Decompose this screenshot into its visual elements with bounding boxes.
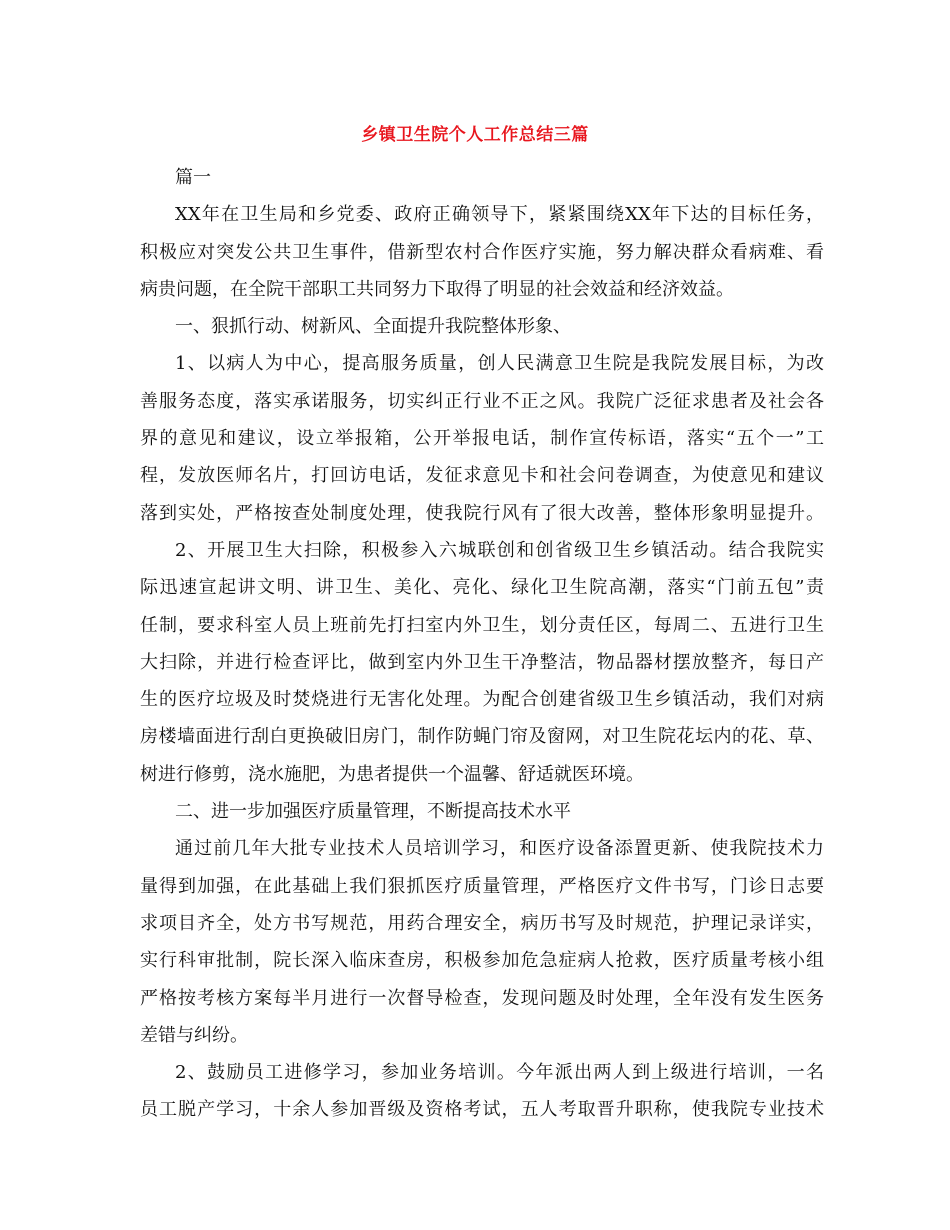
document-line: 实行科审批制，院长深入临床查房，积极参加危急症病人抢救，医疗质量考核小组 — [140, 950, 824, 972]
document-line: 任制，要求科室人员上班前先打扫室内外卫生，划分责任区，每周二、五进行卫生 — [140, 614, 824, 636]
document-title: 乡镇卫生院个人工作总结三篇 — [361, 125, 589, 145]
document-line: 落到实处，严格按查处制度处理，使我院行风有了很大改善，整体形象明显提升。 — [140, 502, 824, 524]
document-line: 求项目齐全，处方书写规范，用药合理安全，病历书写及时规范，护理记录详实， — [140, 912, 824, 934]
document-line: 2、开展卫生大扫除，积极参入六城联创和创省级卫生乡镇活动。结合我院实 — [175, 539, 824, 561]
document-line: 严格按考核方案每半月进行一次督导检查，发现问题及时处理，全年没有发生医务 — [140, 987, 824, 1009]
document-line: XX年在卫生局和乡党委、政府正确领导下，紧紧围绕XX年下达的目标任务， — [175, 204, 824, 226]
document-line: 一、狠抓行动、树新风、全面提升我院整体形象、 — [175, 316, 571, 338]
document-line: 1、以病人为中心，提高服务质量，创人民满意卫生院是我院发展目标，为改 — [175, 353, 824, 375]
document-line: 量得到加强，在此基础上我们狠抓医疗质量管理，严格医疗文件书写，门诊日志要 — [140, 875, 824, 897]
document-line: 积极应对突发公共卫生事件，借新型农村合作医疗实施，努力解决群众看病难、看 — [140, 241, 824, 263]
document-line: 生的医疗垃圾及时焚烧进行无害化处理。为配合创建省级卫生乡镇活动，我们对病 — [140, 689, 824, 711]
document-line: 善服务态度，落实承诺服务，切实纠正行业不正之风。我院广泛征求患者及社会各 — [140, 390, 824, 412]
document-line: 程，发放医师名片，打回访电话，发征求意见卡和社会问卷调查，为使意见和建议 — [140, 465, 824, 487]
document-line: 差错与纠纷。 — [140, 1024, 248, 1046]
document-body — [140, 159, 824, 1129]
document-line: 病贵问题，在全院干部职工共同努力下取得了明显的社会效益和经济效益。 — [140, 278, 734, 300]
document-line: 2、鼓励员工进修学习，参加业务培训。今年派出两人到上级进行培训，一名 — [175, 1062, 824, 1084]
document-line: 通过前几年大批专业技术人员培训学习，和医疗设备添置更新、使我院技术力 — [175, 838, 824, 860]
document-line: 房楼墙面进行刮白更换破旧房门，制作防蝇门帘及窗网，对卫生院花坛内的花、草、 — [140, 726, 824, 748]
document-line: 大扫除，并进行检查评比，做到室内外卫生干净整洁，物品器材摆放整齐，每日产 — [140, 651, 824, 673]
document-line: 篇一 — [175, 167, 211, 188]
document-line: 树进行修剪，浇水施肥，为患者提供一个温馨、舒适就医环境。 — [140, 763, 644, 785]
document-line: 二、进一步加强医疗质量管理，不断提高技术水平 — [175, 801, 571, 823]
document-line: 员工脱产学习，十余人参加晋级及资格考试，五人考取晋升职称，使我院专业技术 — [140, 1099, 824, 1121]
document-line: 际迅速宣起讲文明、讲卫生、美化、亮化、绿化卫生院高潮，落实“门前五包”责 — [140, 577, 824, 599]
document-line: 界的意见和建议，设立举报箱，公开举报电话，制作宣传标语，落实“五个一”工 — [140, 428, 824, 450]
